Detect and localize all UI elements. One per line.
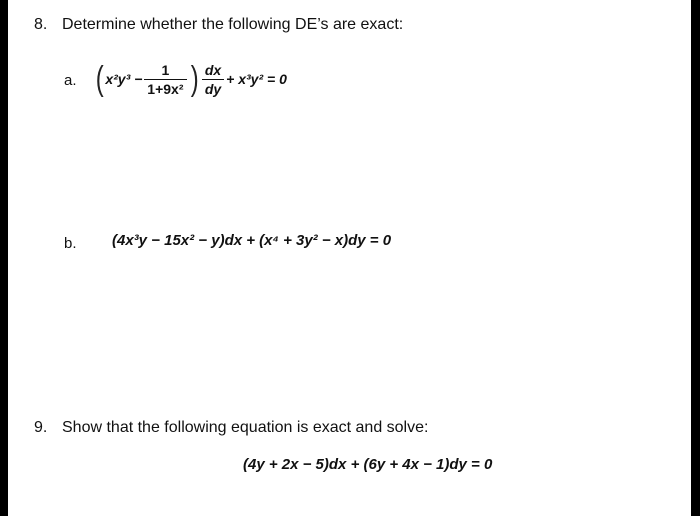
fraction-numerator: dx bbox=[204, 61, 222, 78]
document-page bbox=[8, 0, 691, 516]
question-9-text: Show that the following equation is exact and solve: bbox=[62, 419, 429, 436]
fraction-dx-dy bbox=[202, 62, 224, 97]
part-a-rest: + x³y² = 0 bbox=[226, 71, 287, 87]
part-a-term1: x²y³ − bbox=[105, 71, 143, 87]
fraction-denominator: 1+9x² bbox=[144, 79, 186, 97]
question-8-text: Determine whether the following DE’s are exact: bbox=[62, 16, 404, 33]
part-b-label: b. bbox=[64, 235, 77, 252]
part-a-equation bbox=[94, 56, 287, 102]
question-9-equation: (4y + 2x − 5)dx + (6y + 4x − 1)dy = 0 bbox=[243, 456, 493, 473]
right-paren: ) bbox=[190, 60, 199, 98]
fraction-numerator: 1 bbox=[161, 61, 170, 78]
part-b-equation: (4x³y − 15x² − y)dx + (x⁴ + 3y² − x)dy = 0 bbox=[112, 232, 392, 249]
fraction-one-over bbox=[144, 62, 186, 97]
part-a-label: a. bbox=[64, 72, 77, 89]
question-9-number: 9. bbox=[34, 419, 48, 436]
question-8-number: 8. bbox=[34, 16, 48, 33]
fraction-denominator: dy bbox=[202, 79, 224, 97]
left-paren: ( bbox=[95, 60, 104, 98]
